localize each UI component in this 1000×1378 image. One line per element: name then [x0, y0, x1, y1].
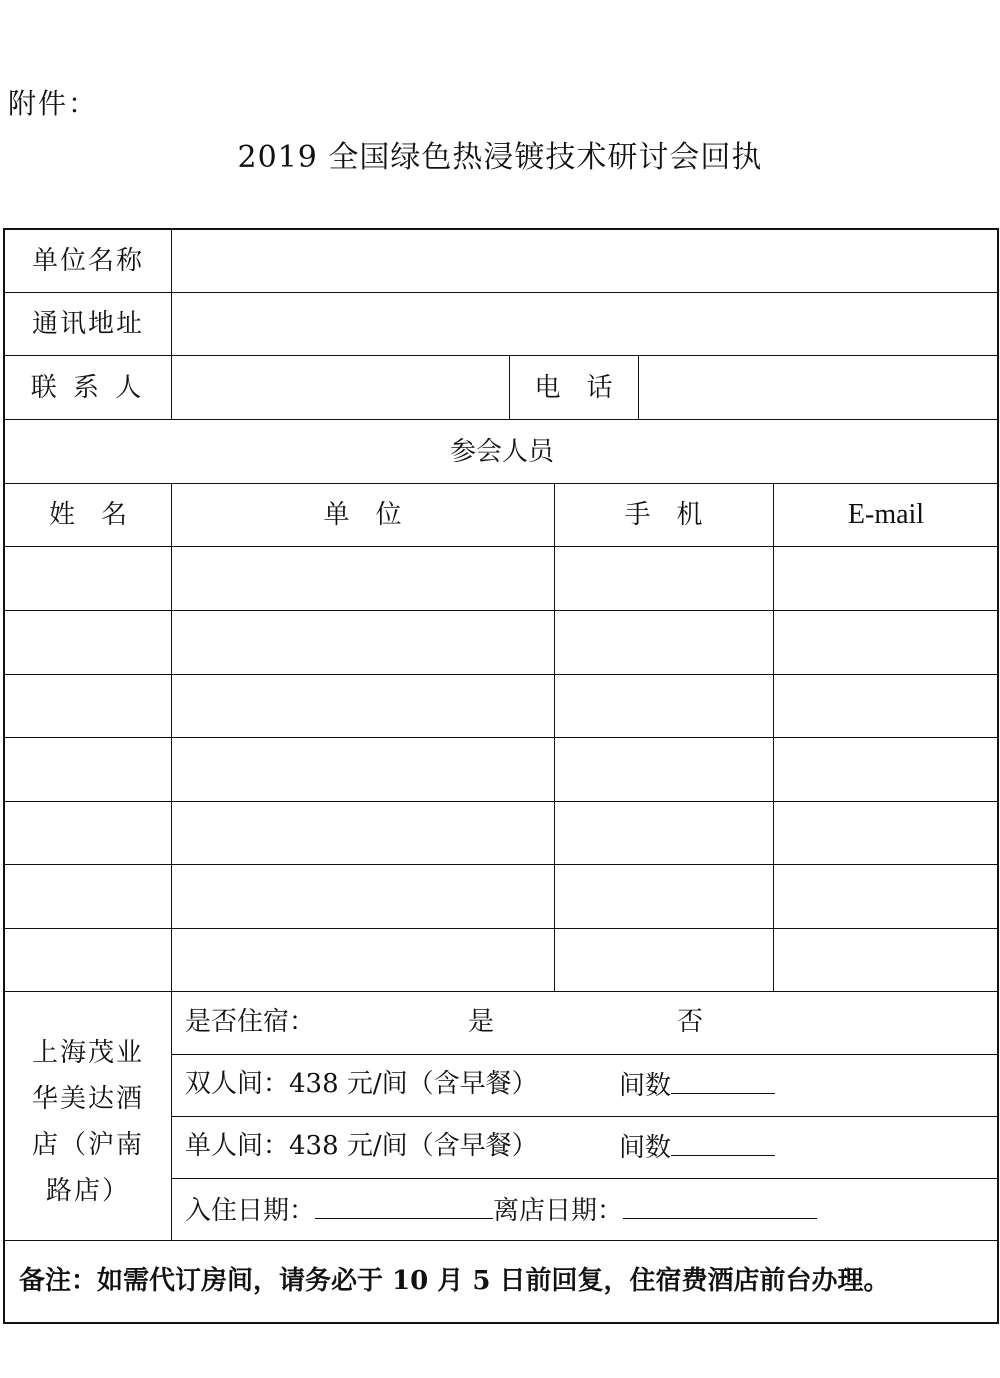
single-room-count-field[interactable] [671, 1131, 775, 1156]
col-divider [638, 355, 639, 419]
row-divider [5, 674, 999, 675]
row-divider [5, 864, 999, 865]
room-count-label: 间数 [619, 1133, 672, 1163]
attendees-header: 参会人员 [449, 437, 554, 467]
row-divider [5, 928, 999, 929]
col-divider [554, 483, 555, 991]
row-divider [5, 801, 999, 802]
row-divider [5, 355, 999, 356]
row-divider [171, 1178, 999, 1179]
col-header-name: 姓 名 [48, 500, 127, 530]
note-text: 备注：如需代订房间，请务必于 10 月 5 日前回复，住宿费酒店前台办理。 [19, 1266, 890, 1296]
hotel-name-line: 路店） [45, 1176, 130, 1206]
checkin-label: 入住日期： [185, 1196, 316, 1226]
row-divider [5, 546, 999, 547]
row-divider [5, 737, 999, 738]
col-header-unit: 单 位 [323, 500, 402, 530]
unit-name-label: 单位名称 [31, 246, 144, 276]
row-divider [5, 292, 999, 293]
single-room-label: 单人间：438 元/间（含早餐） [185, 1131, 538, 1161]
col-divider [171, 230, 172, 419]
checkout-date-field[interactable] [623, 1194, 817, 1219]
hotel-name-line: 华美达酒 [31, 1084, 144, 1114]
double-room-count [619, 1069, 775, 1101]
double-room-count-field[interactable] [671, 1069, 775, 1094]
row-divider [5, 991, 999, 992]
col-divider [171, 483, 172, 1240]
contact-label: 联 系 人 [30, 373, 146, 403]
single-room-count [619, 1131, 775, 1163]
address-label: 通讯地址 [31, 309, 144, 339]
lodging-label: 是否住宿： [185, 1007, 316, 1037]
checkin-date-field[interactable] [315, 1194, 493, 1219]
col-header-mobile: 手 机 [624, 500, 703, 530]
hotel-name-line: 店（沪南 [31, 1130, 144, 1160]
registration-form [3, 228, 999, 1324]
checkout-label: 离店日期： [493, 1196, 624, 1226]
dates-row [185, 1194, 817, 1226]
page-title: 2019 全国绿色热浸镀技术研讨会回执 [237, 140, 763, 175]
row-divider [171, 1054, 999, 1055]
double-room-label: 双人间：438 元/间（含早餐） [185, 1069, 538, 1099]
row-divider [5, 419, 999, 420]
hotel-name [5, 1030, 171, 1214]
col-divider [773, 483, 774, 991]
row-divider [5, 483, 999, 484]
col-header-email: E-mail [847, 499, 925, 530]
room-count-label: 间数 [619, 1071, 672, 1101]
lodging-no-option[interactable]: 否 [677, 1007, 704, 1037]
attachment-label: 附件： [8, 87, 99, 120]
row-divider [171, 1116, 999, 1117]
hotel-name-line: 上海茂业 [31, 1038, 144, 1068]
lodging-yes-option[interactable]: 是 [468, 1007, 495, 1037]
row-divider [5, 610, 999, 611]
row-divider [5, 1240, 999, 1241]
phone-label: 电 话 [534, 373, 613, 403]
